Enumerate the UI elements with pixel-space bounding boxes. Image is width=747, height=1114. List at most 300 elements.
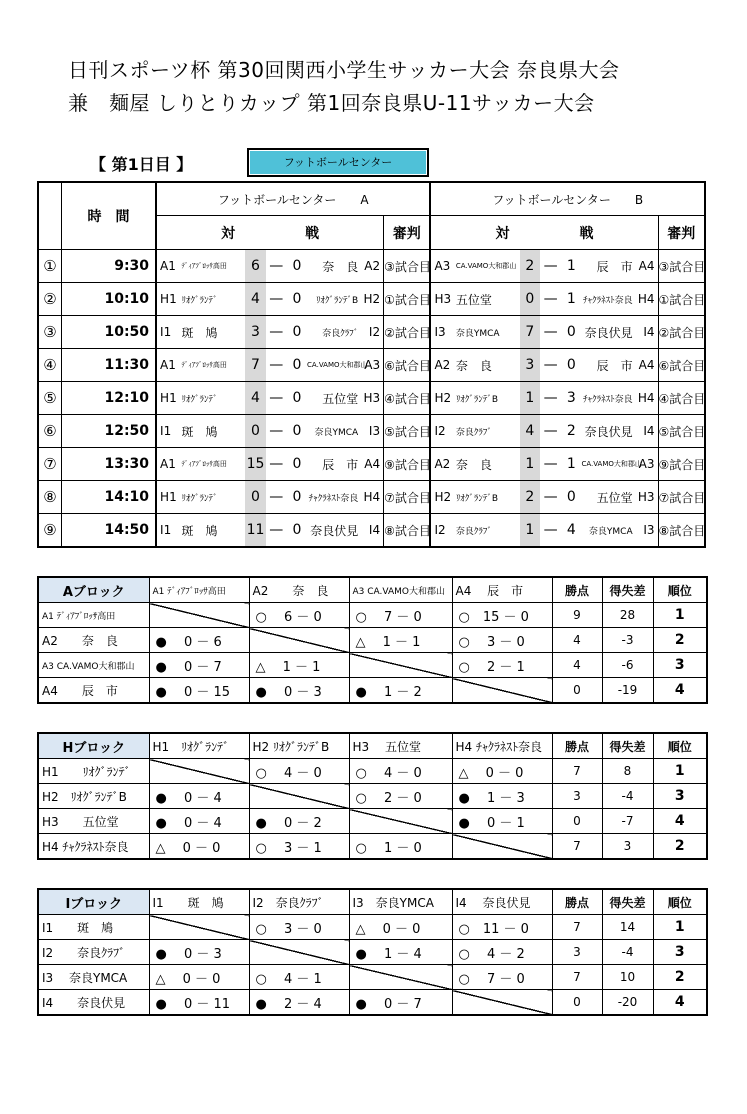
venue-badge: フットボールセンター	[247, 148, 429, 177]
score-dash: —	[540, 415, 561, 448]
match-time: 10:10	[61, 283, 156, 316]
team-away: 辰 市	[581, 349, 634, 382]
self-match-cell	[452, 834, 552, 860]
score-away: 0	[287, 448, 307, 481]
points: 0	[552, 678, 602, 704]
referee-assignment: ⑨試合目	[384, 448, 431, 481]
team-home: ﾘｵｸﾞﾗﾝﾃﾞ	[179, 382, 245, 415]
match-result: ○ 11 － 0	[452, 915, 552, 940]
title-line-2: 兼 麺屋 しりとりカップ 第1回奈良県U-11サッカー大会	[68, 91, 595, 115]
score-home: 6	[245, 250, 265, 283]
team-code-away: I3	[360, 415, 383, 448]
team-code-home: I2	[430, 514, 453, 548]
goal-difference: 3	[602, 834, 653, 860]
block-column-team: H2 ﾘｵｸﾞﾗﾝﾃﾞB	[249, 733, 349, 759]
match-result: ● 0 － 4	[149, 784, 249, 809]
team-home: CA.VAMO大和郡山	[454, 250, 520, 283]
points: 4	[552, 653, 602, 678]
goal-difference: 14	[602, 915, 653, 940]
score-away: 1	[561, 283, 581, 316]
team-away: 奈良YMCA	[581, 514, 634, 548]
team-code-away: A4	[360, 448, 383, 481]
team-code-home: I1	[156, 316, 179, 349]
match-result: ● 0 － 3	[249, 678, 349, 704]
block-row	[38, 965, 707, 990]
team-away: 奈良伏見	[307, 514, 360, 548]
block-column-team: I1 斑 鳩	[149, 889, 249, 915]
schedule-row	[38, 283, 705, 316]
score-away: 0	[561, 316, 581, 349]
match-time: 14:10	[61, 481, 156, 514]
block-standings-table	[37, 576, 708, 704]
score-home: 2	[520, 250, 540, 283]
rank: 4	[653, 678, 707, 704]
team-code-home: H2	[430, 382, 453, 415]
score-away: 1	[561, 448, 581, 481]
match-result: △ 0 － 0	[349, 915, 452, 940]
team-away: 五位堂	[581, 481, 634, 514]
match-result: ● 1 － 2	[349, 678, 452, 704]
ref-header-a: 審判	[384, 216, 431, 250]
block-row	[38, 784, 707, 809]
score-dash: —	[540, 250, 561, 283]
score-dash: —	[266, 283, 287, 316]
team-code-away: A4	[635, 349, 658, 382]
team-away: ﾁｬｸﾗﾈｽﾄ奈良	[307, 481, 360, 514]
self-match-cell	[452, 678, 552, 704]
points: 9	[552, 603, 602, 628]
goal-difference: 8	[602, 759, 653, 784]
team-code-home: H2	[430, 481, 453, 514]
rank: 3	[653, 784, 707, 809]
block-row	[38, 940, 707, 965]
block-row	[38, 990, 707, 1016]
team-away: 奈良ｸﾗﾌﾞ	[307, 316, 360, 349]
block-name: Iブロック	[38, 889, 149, 915]
match-result: ○ 2 － 1	[452, 653, 552, 678]
match-result: ● 0 － 15	[149, 678, 249, 704]
stat-header: 得失差	[602, 889, 653, 915]
stat-header: 勝点	[552, 733, 602, 759]
stat-header: 順位	[653, 889, 707, 915]
score-dash: —	[266, 382, 287, 415]
team-code-away: H2	[360, 283, 383, 316]
score-dash: —	[266, 448, 287, 481]
match-result: ● 1 － 3	[452, 784, 552, 809]
match-result: ● 0 － 11	[149, 990, 249, 1016]
points: 7	[552, 965, 602, 990]
schedule-row	[38, 514, 705, 548]
court-a-header: フットボールセンター A	[156, 182, 430, 216]
team-code-away: I3	[635, 514, 658, 548]
match-result: ○ 7 － 0	[452, 965, 552, 990]
block-row	[38, 628, 707, 653]
score-away: 0	[287, 481, 307, 514]
team-away: 辰 市	[307, 448, 360, 481]
block-name: Aブロック	[38, 577, 149, 603]
time-header: 時 間	[61, 182, 156, 250]
referee-assignment: ⑥試合目	[384, 349, 431, 382]
match-time: 14:50	[61, 514, 156, 548]
referee-assignment: ③試合目	[384, 250, 431, 283]
block-column-team: I4 奈良伏見	[452, 889, 552, 915]
title-line-1: 日刊スポーツ杯 第30回関西小学生サッカー大会 奈良県大会	[68, 58, 620, 82]
match-result: ● 0 － 7	[149, 653, 249, 678]
points: 7	[552, 834, 602, 860]
rank: 2	[653, 965, 707, 990]
block-row	[38, 603, 707, 628]
goal-difference: -20	[602, 990, 653, 1016]
goal-difference: 10	[602, 965, 653, 990]
stat-header: 順位	[653, 733, 707, 759]
block-row-team: I4 奈良伏見	[38, 990, 149, 1016]
referee-assignment: ⑧試合目	[658, 514, 705, 548]
goal-difference: -4	[602, 940, 653, 965]
team-code-away: A2	[360, 250, 383, 283]
match-result: ○ 7 － 0	[349, 603, 452, 628]
team-home: 斑 鳩	[179, 316, 245, 349]
team-away: 奈 良	[307, 250, 360, 283]
stat-header: 得失差	[602, 733, 653, 759]
points: 7	[552, 915, 602, 940]
team-home: 奈良ｸﾗﾌﾞ	[454, 415, 520, 448]
team-home: ﾘｵｸﾞﾗﾝﾃﾞB	[454, 382, 520, 415]
points: 0	[552, 990, 602, 1016]
block-row-team: A1 ﾃﾞｨｱﾌﾞﾛｯｻ高田	[38, 603, 149, 628]
goal-difference: -4	[602, 784, 653, 809]
rank: 1	[653, 603, 707, 628]
score-home: 4	[245, 283, 265, 316]
block-row-team: A4 辰 市	[38, 678, 149, 704]
match-result: ● 1 － 4	[349, 940, 452, 965]
self-match-cell	[452, 990, 552, 1016]
points: 3	[552, 784, 602, 809]
match-number: ⑧	[38, 481, 61, 514]
block-name: Hブロック	[38, 733, 149, 759]
match-result: ● 0 － 2	[249, 809, 349, 834]
team-code-home: A3	[430, 250, 453, 283]
referee-assignment: ①試合目	[384, 283, 431, 316]
match-result: ● 0 － 3	[149, 940, 249, 965]
schedule-row	[38, 316, 705, 349]
block-row-team: H2 ﾘｵｸﾞﾗﾝﾃﾞB	[38, 784, 149, 809]
match-number: ⑤	[38, 382, 61, 415]
score-away: 0	[287, 316, 307, 349]
stat-header: 勝点	[552, 889, 602, 915]
team-home: 斑 鳩	[179, 514, 245, 548]
referee-assignment: ②試合目	[658, 316, 705, 349]
score-home: 7	[520, 316, 540, 349]
rank: 1	[653, 915, 707, 940]
points: 0	[552, 809, 602, 834]
score-away: 0	[287, 283, 307, 316]
match-number: ⑨	[38, 514, 61, 548]
team-home: 奈良YMCA	[454, 316, 520, 349]
block-column-team: A4 辰 市	[452, 577, 552, 603]
team-away: 五位堂	[307, 382, 360, 415]
match-result: ○ 3 － 0	[452, 628, 552, 653]
team-home: ﾃﾞｨｱﾌﾞﾛｯｻ高田	[179, 448, 245, 481]
match-result: ○ 4 － 0	[249, 759, 349, 784]
match-result: ○ 4 － 0	[349, 759, 452, 784]
block-row-team: A2 奈 良	[38, 628, 149, 653]
score-dash: —	[266, 481, 287, 514]
block-row	[38, 678, 707, 704]
block-row-team: H1 ﾘｵｸﾞﾗﾝﾃﾞ	[38, 759, 149, 784]
score-dash: —	[266, 415, 287, 448]
rank: 3	[653, 940, 707, 965]
team-code-away: H4	[360, 481, 383, 514]
block-row	[38, 759, 707, 784]
team-home: ﾃﾞｨｱﾌﾞﾛｯｻ高田	[179, 250, 245, 283]
score-home: 1	[520, 514, 540, 548]
team-away: 奈良伏見	[581, 316, 634, 349]
block-column-team: H1 ﾘｵｸﾞﾗﾝﾃﾞ	[149, 733, 249, 759]
match-result: ○ 3 － 0	[249, 915, 349, 940]
block-standings-table	[37, 888, 708, 1016]
block-row-team: I1 斑 鳩	[38, 915, 149, 940]
score-home: 4	[520, 415, 540, 448]
match-result: △ 0 － 0	[452, 759, 552, 784]
team-code-away: I4	[635, 316, 658, 349]
block-column-team: H4 ﾁｬｸﾗﾈｽﾄ奈良	[452, 733, 552, 759]
team-away: CA.VAMO大和郡山	[581, 448, 634, 481]
goal-difference: -7	[602, 809, 653, 834]
block-column-team: A1 ﾃﾞｨｱﾌﾞﾛｯｻ高田	[149, 577, 249, 603]
team-code-home: A1	[156, 349, 179, 382]
team-code-home: H1	[156, 382, 179, 415]
team-code-away: I2	[360, 316, 383, 349]
referee-assignment: ④試合目	[384, 382, 431, 415]
block-standings-table	[37, 732, 708, 860]
team-away: 辰 市	[581, 250, 634, 283]
referee-assignment: ④試合目	[658, 382, 705, 415]
score-dash: —	[266, 250, 287, 283]
referee-assignment: ⑥試合目	[658, 349, 705, 382]
stat-header: 順位	[653, 577, 707, 603]
match-time: 10:50	[61, 316, 156, 349]
rank: 1	[653, 759, 707, 784]
match-result: ○ 15 － 0	[452, 603, 552, 628]
score-dash: —	[540, 349, 561, 382]
match-number: ②	[38, 283, 61, 316]
team-code-home: I1	[156, 514, 179, 548]
rank: 2	[653, 628, 707, 653]
score-home: 4	[245, 382, 265, 415]
goal-difference: -3	[602, 628, 653, 653]
team-home: ﾘｵｸﾞﾗﾝﾃﾞ	[179, 481, 245, 514]
score-away: 0	[287, 415, 307, 448]
team-code-away: I4	[635, 415, 658, 448]
team-code-away: H4	[635, 382, 658, 415]
block-row	[38, 834, 707, 860]
block-column-team: H3 五位堂	[349, 733, 452, 759]
schedule-row	[38, 382, 705, 415]
score-away: 0	[561, 481, 581, 514]
match-result: ○ 2 － 0	[349, 784, 452, 809]
match-number: ④	[38, 349, 61, 382]
points: 4	[552, 628, 602, 653]
goal-difference: -6	[602, 653, 653, 678]
score-dash: —	[540, 514, 561, 548]
team-code-home: A1	[156, 448, 179, 481]
match-time: 11:30	[61, 349, 156, 382]
team-code-home: H1	[156, 283, 179, 316]
match-time: 9:30	[61, 250, 156, 283]
referee-assignment: ⑦試合目	[658, 481, 705, 514]
self-match-cell	[249, 940, 349, 965]
schedule-row	[38, 481, 705, 514]
team-code-home: A1	[156, 250, 179, 283]
match-time: 12:50	[61, 415, 156, 448]
team-away: 奈良伏見	[581, 415, 634, 448]
block-row-team: I2 奈良ｸﾗﾌﾞ	[38, 940, 149, 965]
schedule-row	[38, 448, 705, 481]
score-away: 0	[287, 250, 307, 283]
team-home: 五位堂	[454, 283, 520, 316]
ref-header-b: 審判	[658, 216, 705, 250]
referee-assignment: ③試合目	[658, 250, 705, 283]
match-number: ①	[38, 250, 61, 283]
self-match-cell	[249, 628, 349, 653]
score-dash: —	[540, 382, 561, 415]
match-header-a: 対 戦	[156, 216, 384, 250]
score-dash: —	[266, 316, 287, 349]
match-result: ● 2 － 4	[249, 990, 349, 1016]
team-code-home: H1	[156, 481, 179, 514]
score-home: 0	[520, 283, 540, 316]
score-dash: —	[540, 448, 561, 481]
match-result: △ 1 － 1	[349, 628, 452, 653]
score-away: 3	[561, 382, 581, 415]
match-result: ○ 6 － 0	[249, 603, 349, 628]
team-home: 奈良ｸﾗﾌﾞ	[454, 514, 520, 548]
schedule-table	[37, 181, 706, 548]
score-home: 2	[520, 481, 540, 514]
team-code-away: H3	[635, 481, 658, 514]
match-result: ● 0 － 4	[149, 809, 249, 834]
day-label: 【 第1日目 】	[90, 155, 193, 174]
stat-header: 勝点	[552, 577, 602, 603]
block-row	[38, 653, 707, 678]
team-away: 奈良YMCA	[307, 415, 360, 448]
rank: 4	[653, 809, 707, 834]
score-away: 0	[287, 382, 307, 415]
match-result: ● 0 － 6	[149, 628, 249, 653]
score-home: 15	[245, 448, 265, 481]
block-row	[38, 809, 707, 834]
team-home: 奈 良	[454, 448, 520, 481]
score-home: 0	[245, 481, 265, 514]
self-match-cell	[149, 915, 249, 940]
block-column-team: A3 CA.VAMO大和郡山	[349, 577, 452, 603]
referee-assignment: ⑤試合目	[384, 415, 431, 448]
referee-assignment: ①試合目	[658, 283, 705, 316]
points: 7	[552, 759, 602, 784]
match-result: ● 0 － 7	[349, 990, 452, 1016]
block-row	[38, 915, 707, 940]
match-result: ● 0 － 1	[452, 809, 552, 834]
team-code-home: H3	[430, 283, 453, 316]
team-home: ﾘｵｸﾞﾗﾝﾃﾞB	[454, 481, 520, 514]
block-column-team: I2 奈良ｸﾗﾌﾞ	[249, 889, 349, 915]
score-away: 0	[561, 349, 581, 382]
score-home: 3	[520, 349, 540, 382]
score-away: 2	[561, 415, 581, 448]
match-result: △ 0 － 0	[149, 965, 249, 990]
goal-difference: 28	[602, 603, 653, 628]
score-home: 0	[245, 415, 265, 448]
points: 3	[552, 940, 602, 965]
score-dash: —	[266, 514, 287, 548]
rank: 4	[653, 990, 707, 1016]
schedule-row	[38, 349, 705, 382]
block-column-team: I3 奈良YMCA	[349, 889, 452, 915]
team-code-home: I2	[430, 415, 453, 448]
team-home: 斑 鳩	[179, 415, 245, 448]
block-row-team: A3 CA.VAMO大和郡山	[38, 653, 149, 678]
match-header-b: 対 戦	[430, 216, 658, 250]
schedule-row	[38, 250, 705, 283]
score-away: 4	[561, 514, 581, 548]
score-dash: —	[540, 316, 561, 349]
rank: 2	[653, 834, 707, 860]
referee-assignment: ②試合目	[384, 316, 431, 349]
self-match-cell	[349, 965, 452, 990]
team-home: ﾘｵｸﾞﾗﾝﾃﾞ	[179, 283, 245, 316]
team-home: 奈 良	[454, 349, 520, 382]
score-away: 1	[561, 250, 581, 283]
team-code-away: I4	[360, 514, 383, 548]
block-row-team: H4 ﾁｬｸﾗﾈｽﾄ奈良	[38, 834, 149, 860]
match-result: ○ 3 － 1	[249, 834, 349, 860]
self-match-cell	[249, 784, 349, 809]
team-away: ﾁｬｸﾗﾈｽﾄ奈良	[581, 283, 634, 316]
match-result: ○ 4 － 1	[249, 965, 349, 990]
match-result: ○ 1 － 0	[349, 834, 452, 860]
match-number: ⑦	[38, 448, 61, 481]
self-match-cell	[349, 809, 452, 834]
team-code-away: A3	[635, 448, 658, 481]
match-number: ③	[38, 316, 61, 349]
team-code-away: H3	[360, 382, 383, 415]
team-away: ﾁｬｸﾗﾈｽﾄ奈良	[581, 382, 634, 415]
match-number: ⑥	[38, 415, 61, 448]
score-home: 1	[520, 382, 540, 415]
match-time: 13:30	[61, 448, 156, 481]
match-time: 12:10	[61, 382, 156, 415]
referee-assignment: ⑦試合目	[384, 481, 431, 514]
team-code-home: A2	[430, 448, 453, 481]
score-home: 1	[520, 448, 540, 481]
score-home: 7	[245, 349, 265, 382]
rank: 3	[653, 653, 707, 678]
team-code-away: A3	[360, 349, 383, 382]
block-row-team: H3 五位堂	[38, 809, 149, 834]
team-home: ﾃﾞｨｱﾌﾞﾛｯｻ高田	[179, 349, 245, 382]
court-b-header: フットボールセンター B	[430, 182, 705, 216]
score-home: 11	[245, 514, 265, 548]
block-row-team: I3 奈良YMCA	[38, 965, 149, 990]
block-column-team: A2 奈 良	[249, 577, 349, 603]
match-result: △ 0 － 0	[149, 834, 249, 860]
referee-assignment: ⑨試合目	[658, 448, 705, 481]
team-code-home: I3	[430, 316, 453, 349]
referee-assignment: ⑤試合目	[658, 415, 705, 448]
self-match-cell	[149, 603, 249, 628]
self-match-cell	[349, 653, 452, 678]
team-code-home: A2	[430, 349, 453, 382]
